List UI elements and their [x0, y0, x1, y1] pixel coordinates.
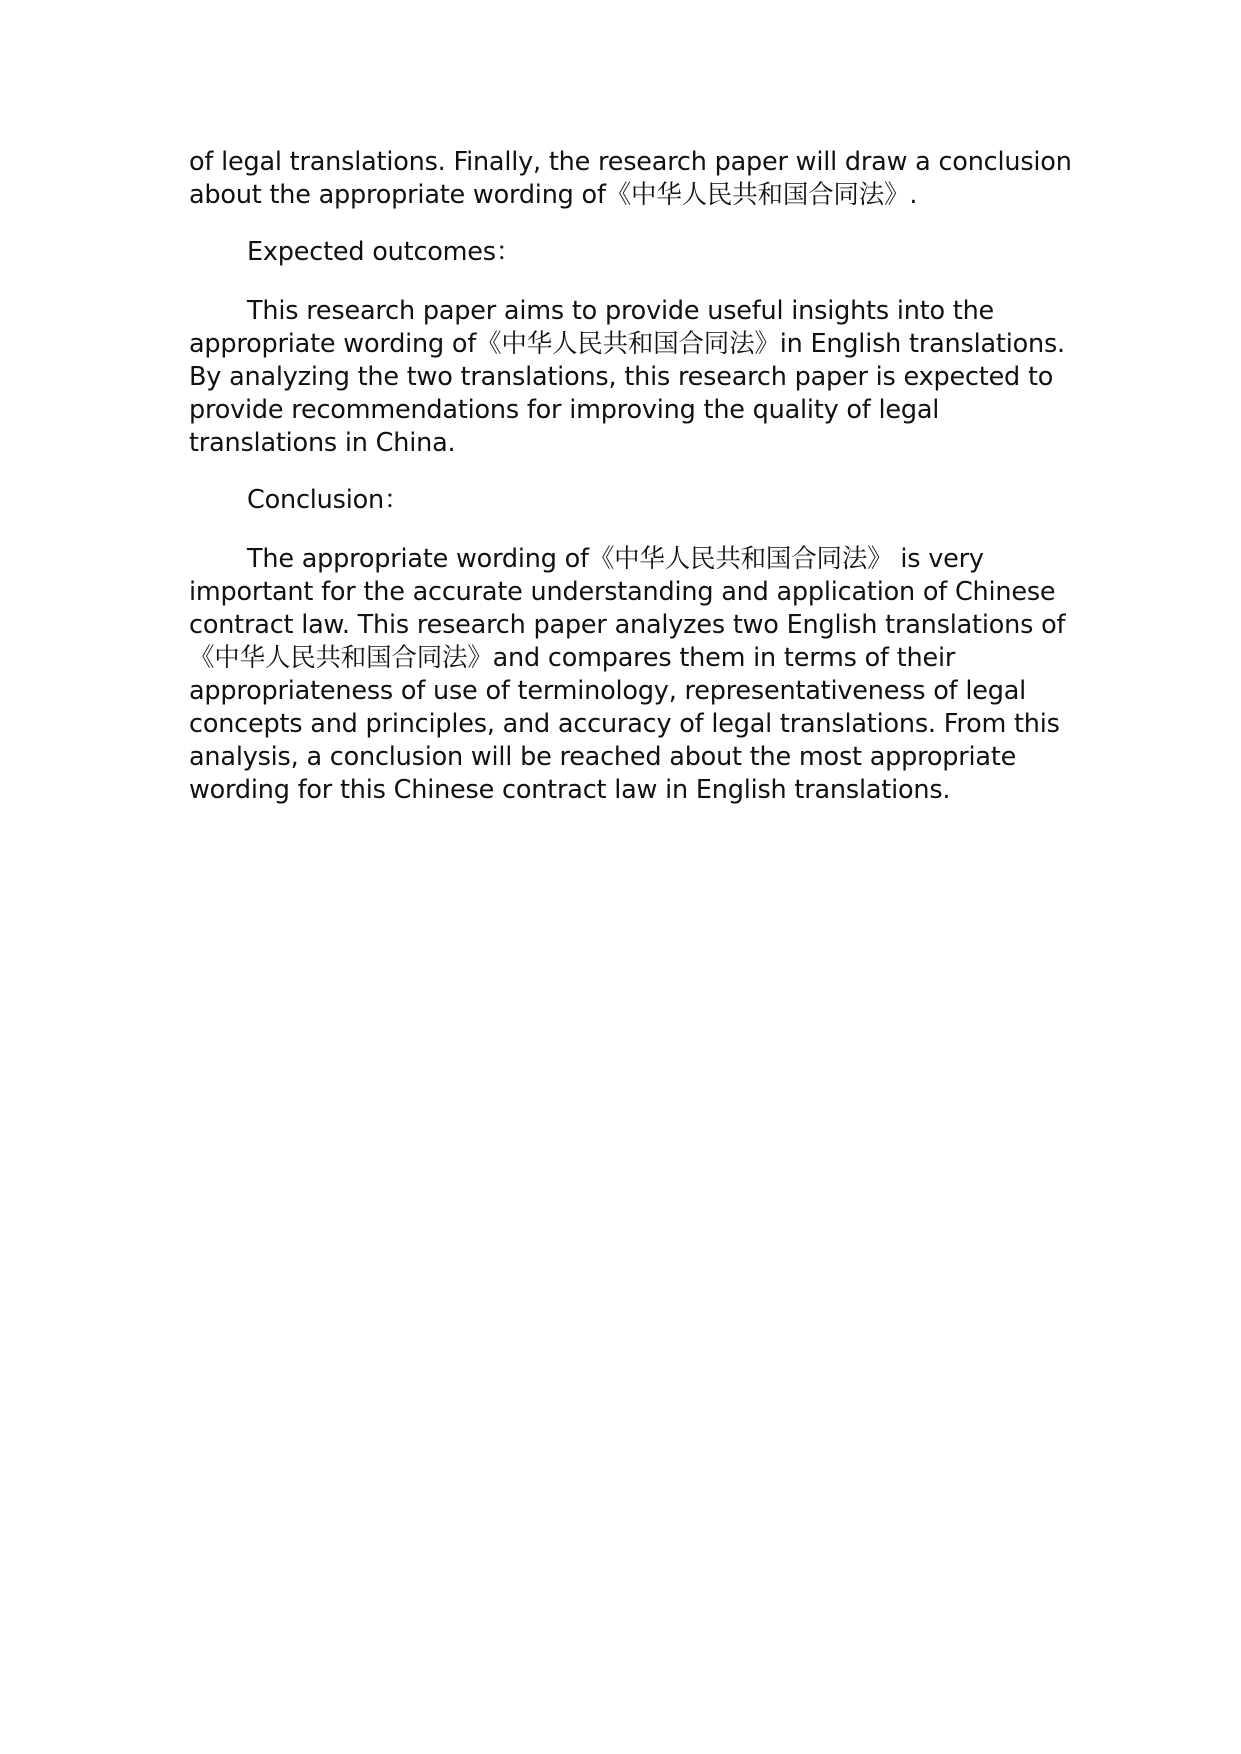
- heading-expected-outcomes: Expected outcomes：: [247, 237, 522, 267]
- paragraph-expected-outcomes: This research paper aims to provide useful insights into the appropriate wording of《中华人民共和国合同法》in English translations. By analyzing the two translations, this research paper is expected to provide recommendations for improving the quality of legal translations in China.: [189, 296, 1065, 458]
- document-body: [189, 146, 1089, 831]
- paragraph-continuation: of legal translations. Finally, the research paper will draw a conclusion about the appropriate wording of《中华人民共和国合同法》.: [189, 147, 1072, 210]
- paragraph-conclusion: The appropriate wording of《中华人民共和国合同法》 is very important for the accurate understanding and application of Chinese contract law. This research paper analyzes two English translations of《中华人民共和国合同法》and compares them in terms of their appropriateness of use of terminology, representativeness of legal concepts and principles, and accuracy of legal translations. From this analysis, a conclusion will be reached about the most appropriate wording for this Chinese contract law in English translations.: [189, 544, 1066, 805]
- heading-conclusion: Conclusion：: [247, 485, 410, 515]
